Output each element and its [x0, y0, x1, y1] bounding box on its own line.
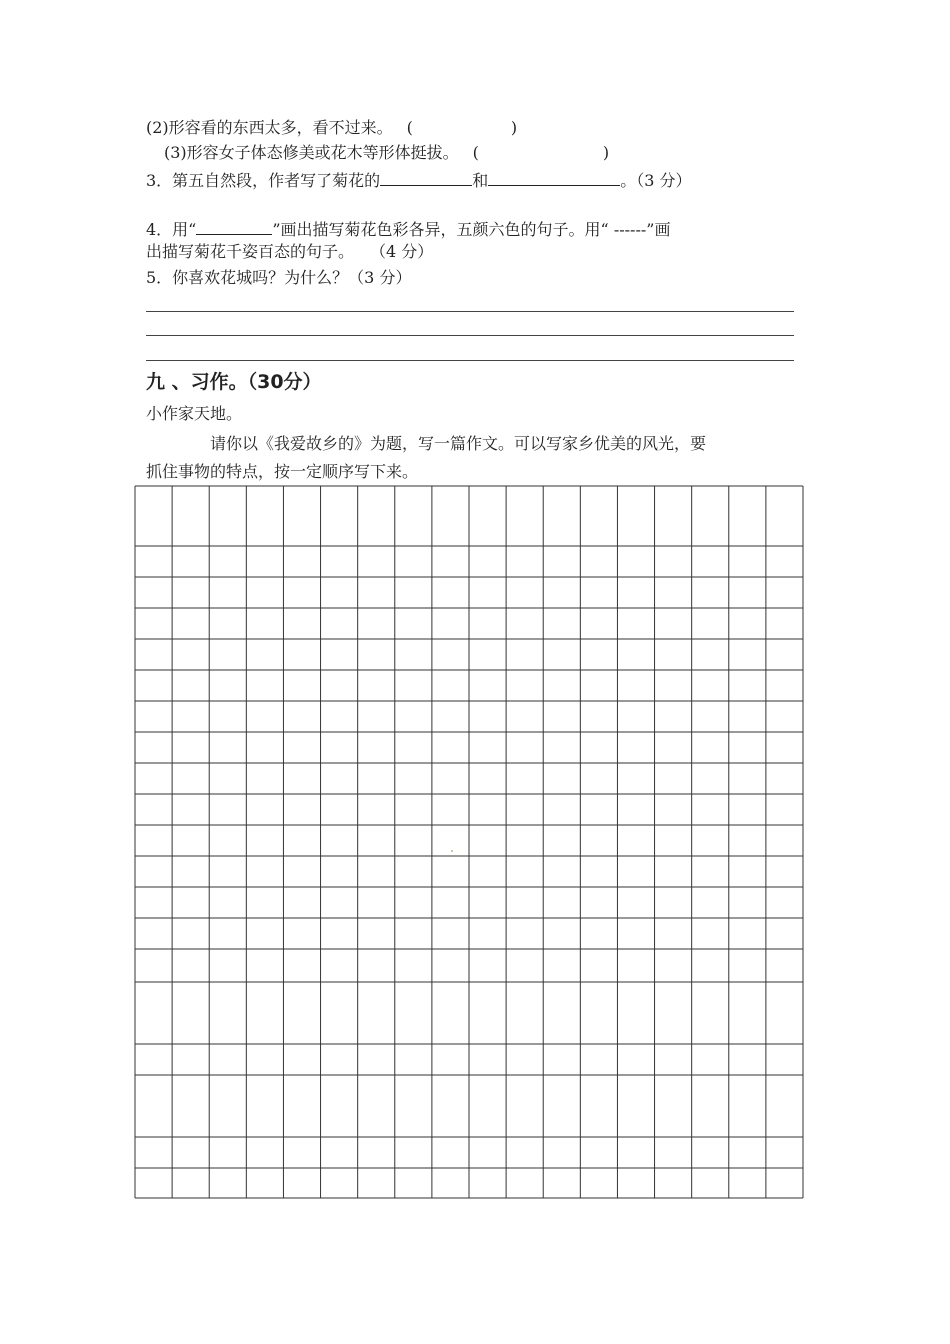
- answer-paren-close: ): [602, 143, 610, 162]
- question-4-text-c: 出描写菊花千姿百态的句子。: [146, 242, 355, 261]
- section-9-heading: 九 、习作。（30分）: [146, 371, 322, 393]
- sub-question-2-text: (2)形容看的东西太多，看不过来。: [146, 118, 393, 137]
- answer-paren-open: (: [472, 143, 479, 162]
- sub-question-3-text: (3)形容女子体态修美或花木等形体挺拔。: [164, 143, 459, 162]
- question-5-text: 5．你喜欢花城吗？为什么？（3 分）: [146, 268, 412, 287]
- question-4-text-a: 4．用“: [146, 220, 197, 239]
- question-4-score: （4 分）: [370, 242, 434, 261]
- answer-paren-open: (: [406, 118, 413, 137]
- question-3-connector: 和: [472, 171, 489, 190]
- question-3-score: 。（3 分）: [620, 171, 692, 190]
- stray-dot: [451, 850, 453, 852]
- essay-prompt-line-1: 请你以《我爱故乡的》为题，写一篇作文。可以写家乡优美的风光，要: [210, 434, 707, 453]
- question-3-text: 3．第五自然段，作者写了菊花的: [146, 171, 381, 190]
- section-9-subtitle: 小作家天地。: [146, 404, 243, 423]
- essay-prompt-line-2: 抓住事物的特点，按一定顺序写下来。: [146, 462, 419, 481]
- question-4-text-b: ”画出描写菊花色彩各异，五颜六色的句子。用“ ------”画: [272, 220, 671, 239]
- answer-paren-close: ): [510, 118, 518, 137]
